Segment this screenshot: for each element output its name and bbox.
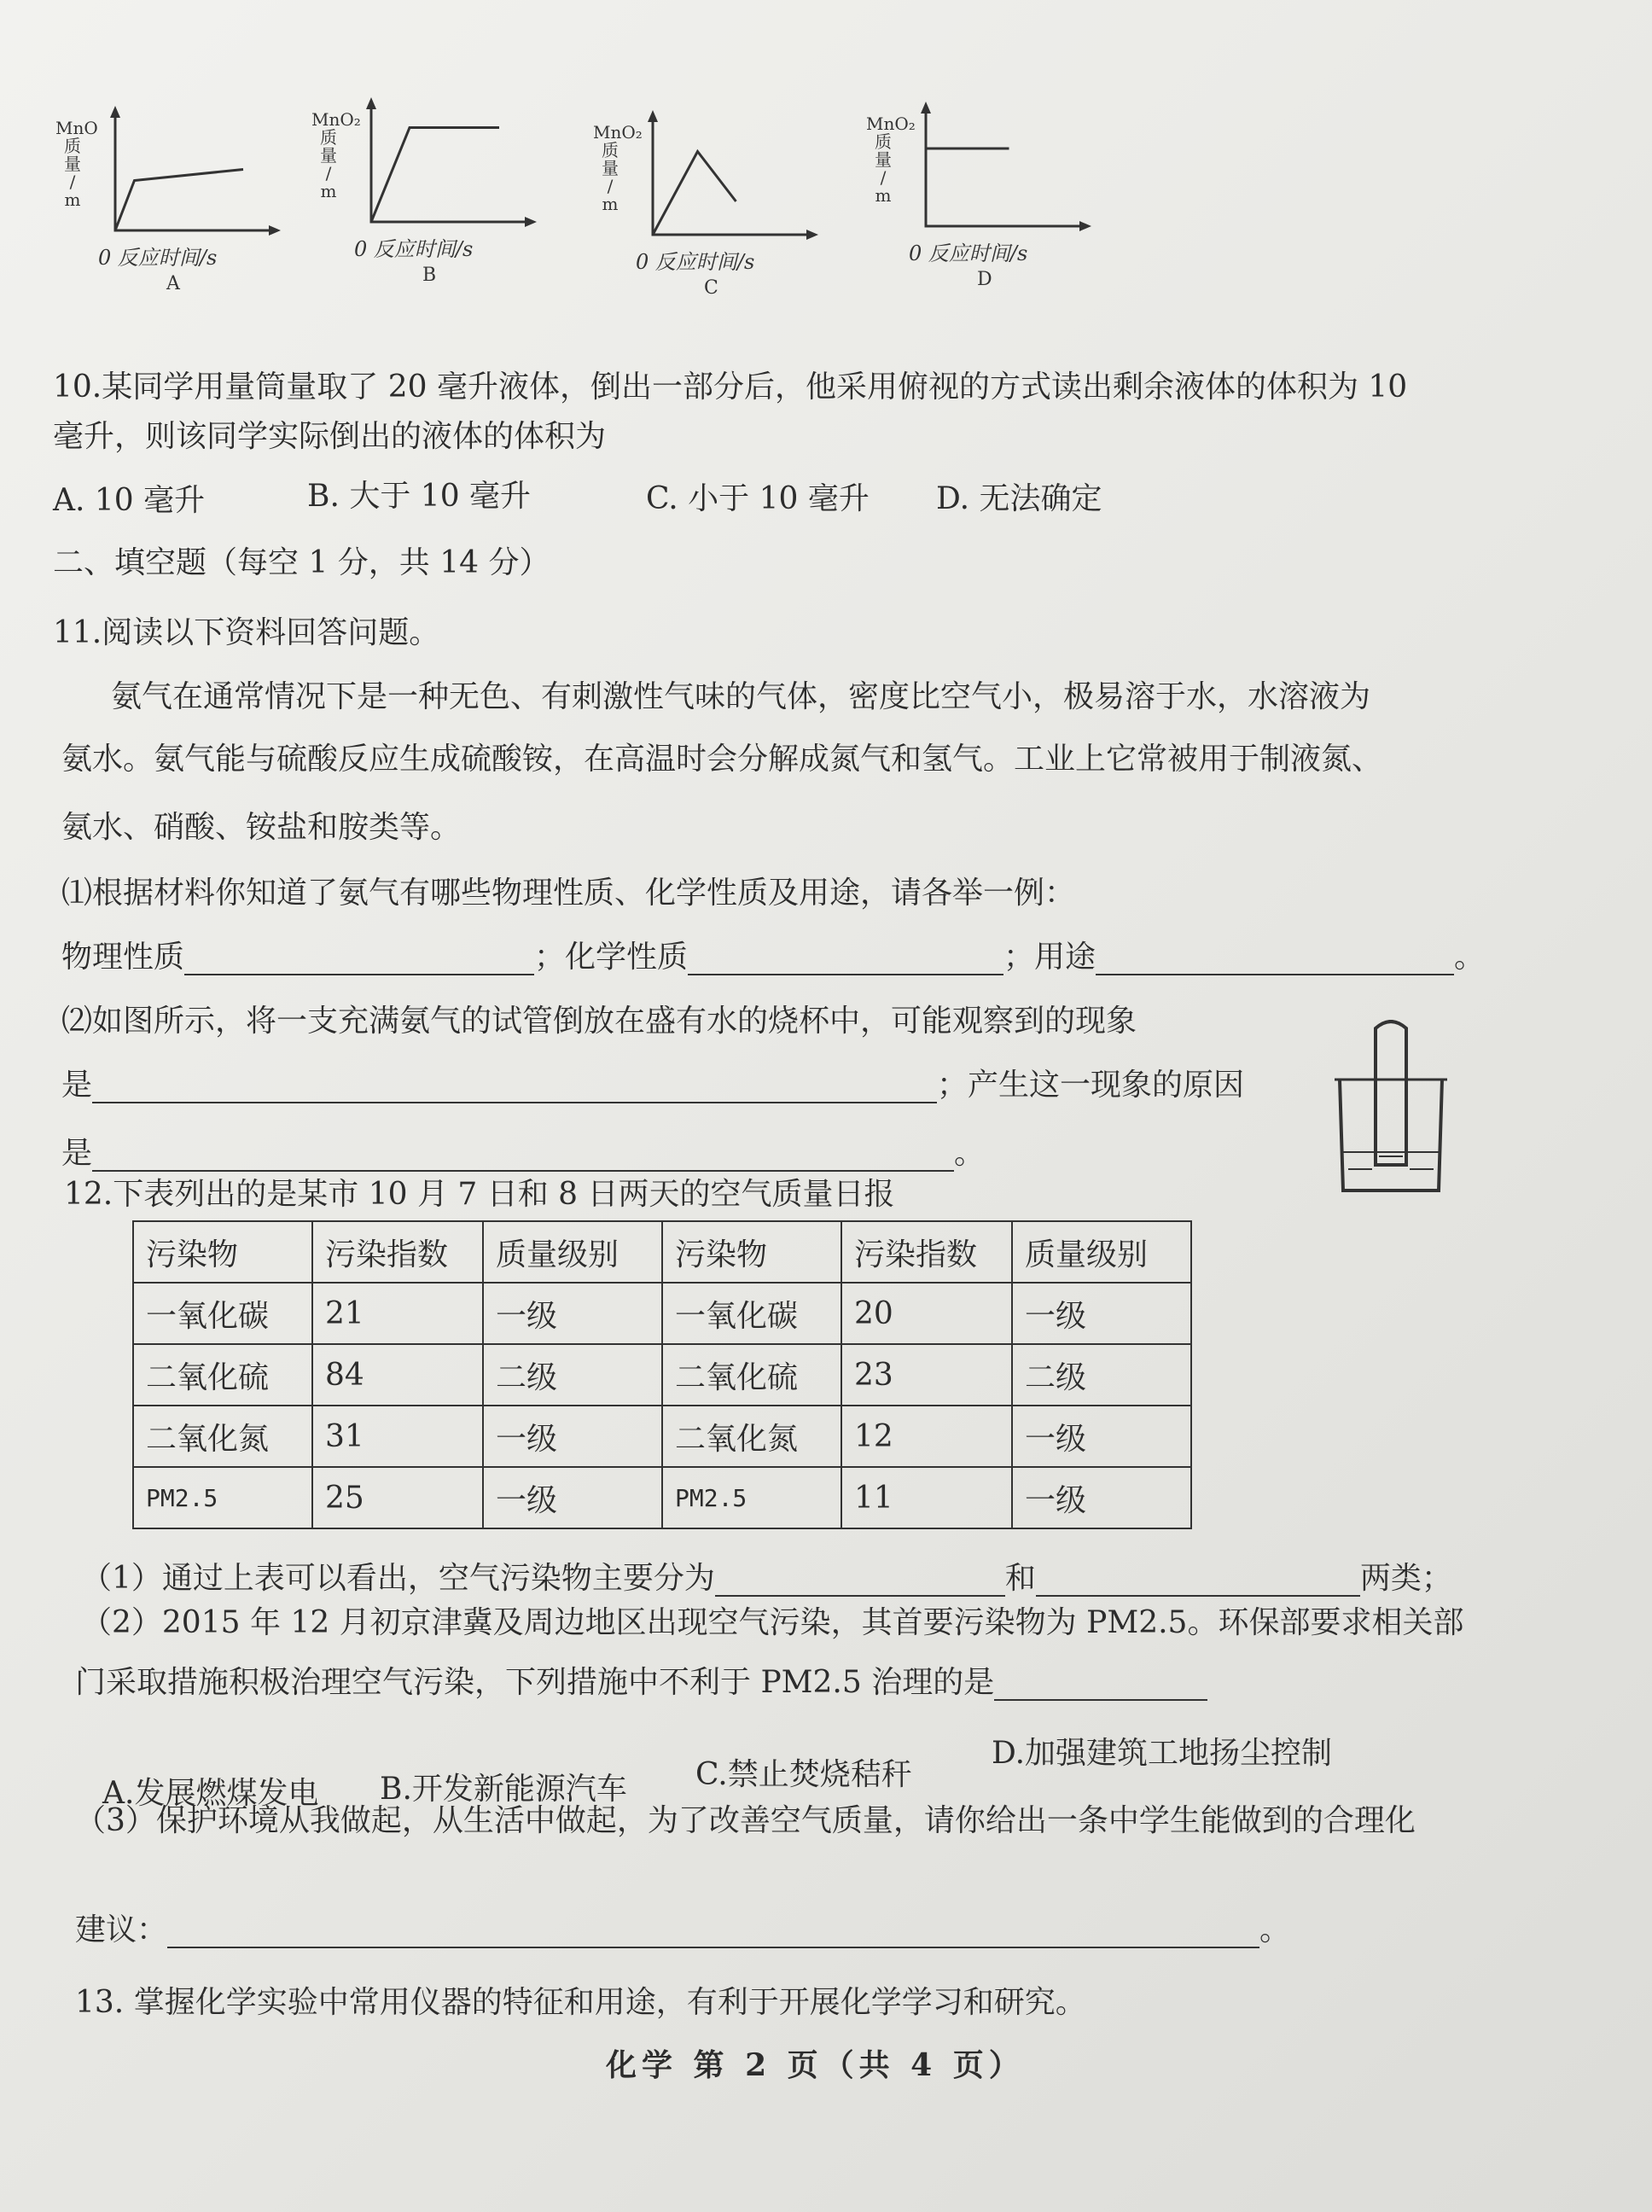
chart-xlabel: 0 反应时间/s [909, 242, 1028, 265]
y-axis-arrow [110, 106, 120, 118]
chart-ylabel: MnO 质 量 / m [55, 118, 98, 210]
chart-option-label: B [422, 265, 437, 286]
chart-ylabel: MnO₂ 质 量 / m [593, 122, 643, 214]
chart-plot [917, 98, 1096, 243]
y-axis-arrow [648, 110, 658, 122]
q11-para-line3: 氨水、硝酸、铵盐和胺类等。 [61, 810, 462, 845]
header-grade-1: 质量级别 [483, 1221, 662, 1283]
x-axis-arrow [806, 230, 818, 240]
phenomenon-blank[interactable] [92, 1073, 937, 1103]
q12-option-d: D.加强建筑工地扬尘控制 [992, 1736, 1333, 1771]
q11-sub2-is-2: 是 [61, 1136, 93, 1171]
chart-plot [644, 107, 823, 252]
table-cell: 二级 [483, 1344, 662, 1406]
q13-text: 13. 掌握化学实验中常用仪器的特征和用途，有利于开展化学学习和研究。 [75, 1985, 1086, 2020]
table-cell: 二氧化氮 [133, 1406, 312, 1467]
q11-sub2-end-mark: 。 [954, 1136, 986, 1171]
q12-title: 12.下表列出的是某市 10 月 7 日和 8 日两天的空气质量日报 [64, 1177, 895, 1212]
chart-option-label: D [977, 269, 992, 290]
table-row [133, 1344, 1191, 1406]
table-cell: 21 [312, 1283, 483, 1344]
q12-sub1-end: 两类； [1359, 1561, 1452, 1596]
test-tube-beaker-figure [1331, 1020, 1451, 1199]
chart-series-line [371, 128, 499, 223]
table-cell: 一级 [483, 1467, 662, 1528]
suggestion-end: 。 [1259, 1912, 1291, 1947]
pm25-answer-blank[interactable] [994, 1670, 1207, 1701]
q11-sub2-line2 [61, 1067, 1244, 1103]
q12-sub3-line2 [75, 1912, 1290, 1948]
q11-sub2: ⑵如图所示，将一支充满氨气的试管倒放在盛有水的烧杯中，可能观察到的现象 [61, 1004, 1137, 1039]
chart-xlabel: 0 反应时间/s [636, 250, 755, 274]
table-cell: 一级 [1012, 1406, 1191, 1467]
physical-property-blank[interactable] [184, 945, 534, 975]
chart-option-label: A [166, 273, 180, 294]
suggestion-blank[interactable] [167, 1918, 1259, 1948]
header-pollutant-1: 污染物 [133, 1221, 312, 1283]
q10-option-d: D. 无法确定 [936, 481, 1102, 516]
physical-property-label: 物理性质 [61, 940, 185, 975]
table-cell: 二氧化硫 [662, 1344, 841, 1406]
y-axis-arrow [921, 102, 931, 114]
chart-plot [107, 102, 286, 247]
reason-blank[interactable] [92, 1141, 954, 1172]
table-cell: 一级 [1012, 1283, 1191, 1344]
q11-answer-row [61, 939, 1485, 975]
x-axis-arrow [1079, 221, 1091, 231]
y-axis-arrow [366, 97, 376, 109]
q12-sub1-text: （1）通过上表可以看出，空气污染物主要分为 [81, 1561, 715, 1596]
chart-ylabel: MnO₂ 质 量 / m [311, 109, 361, 201]
table-cell: 一氧化碳 [662, 1283, 841, 1344]
q12-sub2-text: 门采取措施积极治理空气污染，下列措施中不利于 PM2.5 治理的是 [75, 1665, 995, 1700]
chart-ylabel: MnO₂ 质 量 / m [866, 114, 916, 206]
q12-option-a: A.发展燃煤发电 [102, 1776, 319, 1811]
q11-sub2-is: 是 [61, 1068, 93, 1103]
q10-line2: 毫升，则该同学实际倒出的液体的体积为 [53, 419, 607, 454]
table-cell: PM2.5 [133, 1467, 312, 1528]
chart-series-line [653, 152, 736, 236]
table-cell: 25 [312, 1467, 483, 1528]
chart-xlabel: 0 反应时间/s [354, 237, 474, 261]
pollutant-type-blank-1[interactable] [715, 1566, 1005, 1597]
chart-xlabel: 0 反应时间/s [98, 246, 218, 270]
table-row [133, 1283, 1191, 1344]
page-footer: 化学 第 2 页（共 4 页） [606, 2047, 1025, 2083]
table-row [133, 1467, 1191, 1528]
q10-option-b: B. 大于 10 毫升 [307, 479, 532, 514]
header-index-2: 污染指数 [841, 1221, 1012, 1283]
q10-option-a: A. 10 毫升 [53, 483, 206, 518]
table-cell: 11 [841, 1467, 1012, 1528]
q12-sub1-and: 和 [1004, 1561, 1036, 1596]
q11-para-line2: 氨水。氨气能与硫酸反应生成硫酸铵，在高温时会分解成氮气和氢气。工业上它常被用于制液氮、 [61, 742, 1383, 777]
header-pollutant-2: 污染物 [662, 1221, 841, 1283]
x-axis-arrow [269, 225, 281, 236]
chart-axes [926, 107, 1084, 226]
table-cell: 一氧化碳 [133, 1283, 312, 1344]
q10-option-c: C. 小于 10 毫升 [646, 481, 870, 516]
table-cell: 一级 [1012, 1467, 1191, 1528]
suggestion-label: 建议： [75, 1912, 168, 1947]
x-axis-arrow [525, 217, 537, 227]
chemical-property-blank[interactable] [688, 945, 1003, 975]
table-cell: 31 [312, 1406, 483, 1467]
table-cell: 12 [841, 1406, 1012, 1467]
q12-sub2-line1: （2）2015 年 12 月初京津冀及周边地区出现空气污染，其首要污染物为 PM2.5。环保部要求相关部 [81, 1605, 1464, 1640]
q11-reason-label: ；产生这一现象的原因 [937, 1068, 1245, 1103]
table-cell: 23 [841, 1344, 1012, 1406]
q11-sub1: ⑴根据材料你知道了氨气有哪些物理性质、化学性质及用途，请各举一例： [61, 876, 1076, 911]
q11-end-mark: 。 [1454, 940, 1486, 975]
table-header-row [133, 1221, 1191, 1283]
table-cell: PM2.5 [662, 1467, 841, 1528]
q12-sub3: （3）保护环境从我做起，从生活中做起，为了改善空气质量，请你给出一条中学生能做到的合理化 [75, 1803, 1416, 1838]
q12-option-b: B.开发新能源汽车 [380, 1772, 627, 1807]
chart-series-line [115, 170, 243, 231]
table-cell: 二氧化氮 [662, 1406, 841, 1467]
q10-line1: 10.某同学用量筒量取了 20 毫升液体，倒出一部分后，他采用俯视的方式读出剩余液体的体积为 10 [53, 370, 1408, 405]
q12-sub2-line2 [75, 1664, 1207, 1701]
chart-axes [115, 111, 273, 230]
table-row [133, 1406, 1191, 1467]
table-cell: 二级 [1012, 1344, 1191, 1406]
table-cell: 二氧化硫 [133, 1344, 312, 1406]
chart-axes [653, 115, 811, 235]
table-cell: 一级 [483, 1283, 662, 1344]
table-cell: 一级 [483, 1406, 662, 1467]
table-cell: 84 [312, 1344, 483, 1406]
pollutant-type-blank-2[interactable] [1036, 1566, 1360, 1597]
chart-plot [363, 94, 542, 239]
q12-sub1 [81, 1560, 1452, 1597]
q11-sub2-line3 [61, 1135, 985, 1172]
q11-para-line1: 氨气在通常情况下是一种无色、有刺激性气味的气体，密度比空气小，极易溶于水，水溶液为 [111, 679, 1371, 714]
header-index-1: 污染指数 [312, 1221, 483, 1283]
q12-option-c: C.禁止焚烧秸秆 [695, 1757, 912, 1792]
table-cell: 20 [841, 1283, 1012, 1344]
section-heading: 二、填空题（每空 1 分，共 14 分） [53, 545, 550, 580]
use-blank[interactable] [1096, 945, 1454, 975]
header-grade-2: 质量级别 [1012, 1221, 1191, 1283]
chemical-property-label: ；化学性质 [534, 940, 689, 975]
q11-title: 11.阅读以下资料回答问题。 [53, 615, 440, 650]
air-quality-table [132, 1220, 1192, 1529]
use-label: ；用途 [1003, 940, 1096, 975]
chart-option-label: C [704, 277, 718, 299]
